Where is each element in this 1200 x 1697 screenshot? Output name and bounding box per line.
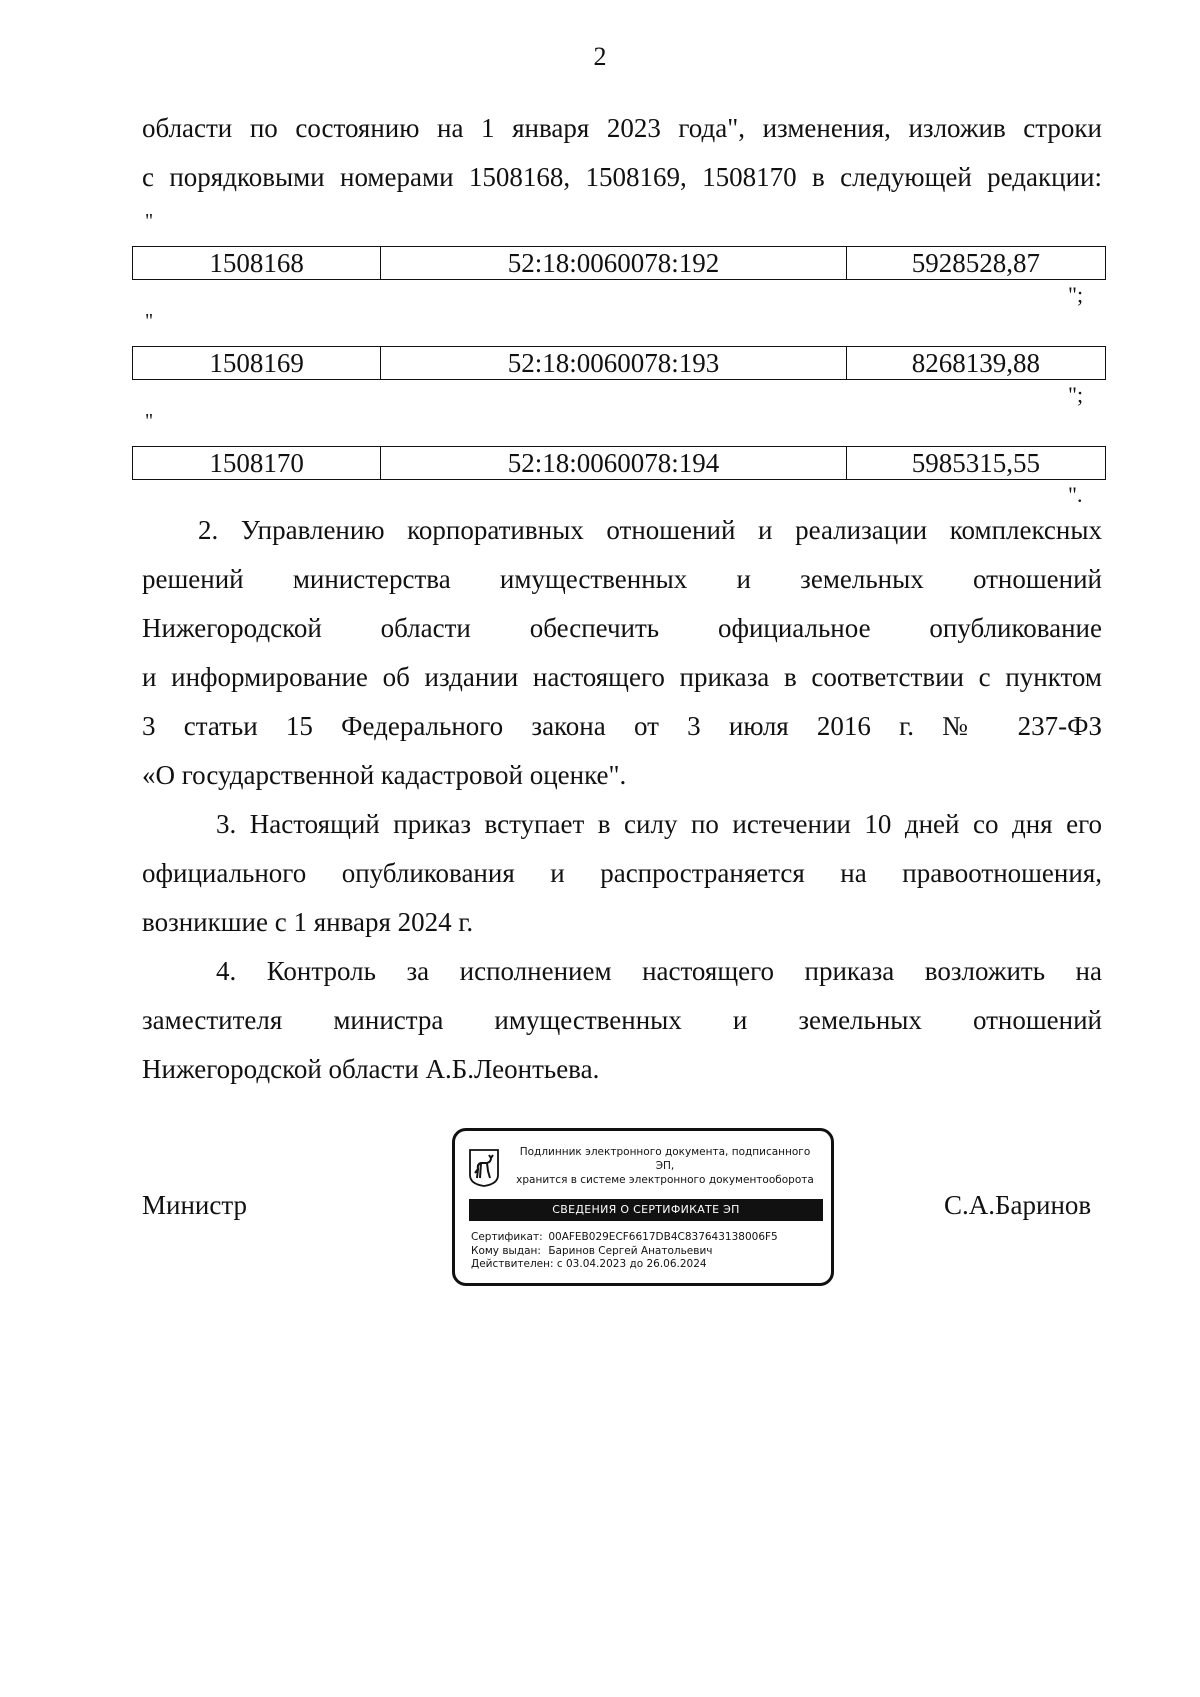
close-quote-2: "; — [1068, 382, 1084, 407]
close-quote-1: "; — [1068, 282, 1084, 307]
record-number: 1508168 — [133, 247, 381, 280]
valid-value: с 03.04.2023 до 26.06.2024 — [556, 1258, 707, 1270]
cadastral-value: 5985315,55 — [846, 447, 1105, 480]
page-number: 2 — [593, 42, 607, 71]
intro-line-1: области по состоянию на 1 января 2023 года", изменения, изложив строки — [142, 113, 1102, 143]
intro-line-2: с порядковыми номерами 1508168, 1508169, 1508170 в следующей редакции: — [142, 162, 1102, 192]
open-quote-1: " — [145, 210, 154, 232]
e-signature-stamp — [452, 1128, 834, 1286]
deer-emblem-icon — [469, 1149, 499, 1187]
stamp-certificate-bar: СВЕДЕНИЯ О СЕРТИФИКАТЕ ЭП — [469, 1199, 823, 1221]
para2-line-6: «О государственной кадастровой оценке". — [142, 760, 627, 790]
para4-line-1: 4. Контроль за исполнением настоящего приказа возложить на — [216, 956, 1102, 986]
para2-line-1: 2. Управлению корпоративных отношений и реализации комплексных — [198, 515, 1102, 545]
stamp-header — [515, 1145, 815, 1187]
cadastral-value: 5928528,87 — [846, 247, 1105, 280]
open-quote-2: " — [145, 310, 154, 332]
certificate-label: Сертификат: — [471, 1231, 543, 1243]
certificate-value: 00AFEB029ECF6617DB4C837643138006F5 — [548, 1231, 778, 1243]
stamp-header-line-1: Подлинник электронного документа, подписанного ЭП, — [519, 1146, 811, 1172]
issued-to-row — [471, 1245, 778, 1259]
record-table-1 — [132, 246, 1106, 280]
table-row — [133, 247, 1106, 280]
valid-row — [471, 1258, 778, 1272]
cadastral-number: 52:18:0060078:193 — [381, 347, 846, 380]
issued-to-value: Баринов Сергей Анатольевич — [548, 1244, 713, 1257]
para3-line-3: возникшие с 1 января 2024 г. — [142, 907, 474, 937]
stamp-certificate-info — [471, 1231, 778, 1272]
certificate-row — [471, 1231, 778, 1245]
signatory-name: С.А.Баринов — [944, 1190, 1092, 1220]
close-quote-3: ". — [1068, 482, 1083, 507]
table-row — [133, 447, 1106, 480]
para2-line-4: и информирование об издании настоящего приказа в соответствии с пунктом — [142, 662, 1102, 692]
table-row — [133, 347, 1106, 380]
open-quote-3: " — [145, 410, 154, 432]
para2-line-2: решений министерства имущественных и земельных отношений — [142, 564, 1102, 594]
issued-to-label: Кому выдан: — [471, 1244, 541, 1257]
para2-line-3: Нижегородской области обеспечить официальное опубликование — [142, 613, 1102, 643]
para3-line-2: официального опубликования и распространяется на правоотношения, — [142, 858, 1102, 888]
record-table-2 — [132, 346, 1106, 380]
cadastral-number: 52:18:0060078:194 — [381, 447, 846, 480]
signatory-role: Министр — [142, 1190, 247, 1220]
stamp-header-line-2: хранится в системе электронного документооборота — [516, 1174, 814, 1186]
cadastral-value: 8268139,88 — [846, 347, 1105, 380]
para2-line-5: 3 статьи 15 Федерального закона от 3 июля 2016 г. № 237-ФЗ — [142, 711, 1102, 741]
record-number: 1508169 — [133, 347, 381, 380]
para4-line-3: Нижегородской области А.Б.Леонтьева. — [142, 1054, 600, 1084]
record-table-3 — [132, 446, 1106, 480]
cadastral-number: 52:18:0060078:192 — [381, 247, 846, 280]
para4-line-2: заместителя министра имущественных и земельных отношений — [142, 1005, 1102, 1035]
valid-label: Действителен: — [471, 1258, 554, 1270]
record-number: 1508170 — [133, 447, 381, 480]
para3-line-1: 3. Настоящий приказ вступает в силу по истечении 10 дней со дня его — [216, 809, 1102, 839]
